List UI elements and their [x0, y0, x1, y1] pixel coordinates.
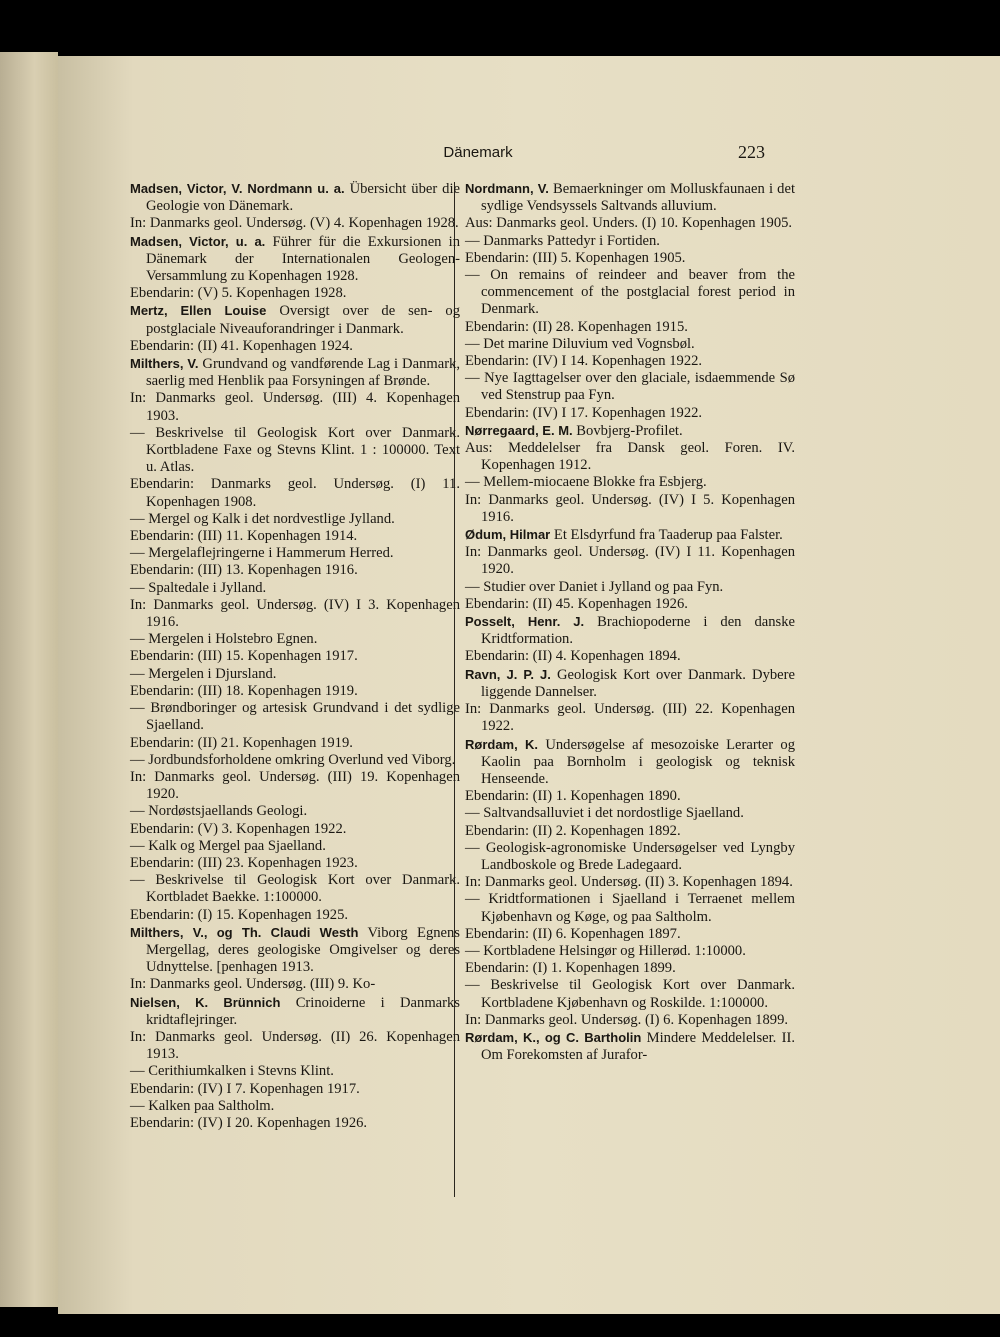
bibliography-entry — [130, 1063, 460, 1097]
entry-title: — Nordøstsjaellands Geologi. — [130, 803, 308, 820]
entry-reference: In: Danmarks geol. Undersøg. (IV) I 3. Kopenhagen 1916. — [130, 596, 460, 631]
bibliography-entry — [465, 526, 795, 579]
entry-reference: Ebendarin: (III) 23. Kopenhagen 1923. — [130, 854, 358, 871]
bibliography-entry — [465, 336, 795, 370]
entry-author: Madsen, Victor, u. a. — [130, 233, 266, 249]
entry-reference: In: Danmarks geol. Undersøg. (III) 4. Kopenhagen 1903. — [130, 390, 460, 424]
entry-reference: Ebendarin: (IV) I 7. Kopenhagen 1917. — [130, 1080, 360, 1097]
bibliography-entry — [465, 180, 795, 233]
left-column — [130, 180, 460, 1132]
bibliography-entry — [130, 233, 460, 303]
previous-page-edge — [0, 52, 58, 1307]
bibliography-entry — [130, 355, 460, 425]
bibliography-entry — [130, 580, 460, 632]
entry-reference: In: Danmarks geol. Undersøg. (V) 4. Kopenhagen 1928. — [130, 215, 459, 232]
entry-reference: Ebendarin: (III) 13. Kopenhagen 1916. — [130, 562, 358, 579]
entry-title: Bemaerkninger om Molluskfaunaen i det sydlige Vendsyssels Saltvands alluvium. — [481, 181, 795, 215]
entry-title: — Nye Iagttagelser over den glaciale, isdaemmende Sø ved Stenstrup paa Fyn. — [465, 370, 795, 404]
entry-title: — Mellem-miocaene Blokke fra Esbjerg. — [465, 474, 707, 491]
entry-reference: Ebendarin: (I) 1. Kopenhagen 1899. — [465, 960, 676, 977]
bibliography-entry — [465, 613, 795, 666]
entry-title: Crinoiderne i Danmarks kridtaflejringer. — [146, 994, 460, 1028]
entry-title: — Geologisk-agronomiske Undersøgelser ved Lyngby Landboskole og Brede Ladegaard. — [465, 839, 795, 873]
book-page — [58, 56, 1000, 1314]
bibliography-entry — [465, 370, 795, 422]
bibliography-entry — [465, 840, 795, 892]
bibliography-entry — [130, 700, 460, 752]
bibliography-entry — [130, 803, 460, 837]
entry-reference: Aus: Meddelelser fra Dansk geol. Foren. IV. Kopenhagen 1912. — [465, 440, 795, 474]
entry-reference: In: Danmarks geol. Undersøg. (IV) I 5. Kopenhagen 1916. — [465, 491, 795, 525]
entry-title: — Studier over Daniet i Jylland og paa Fyn. — [465, 578, 724, 595]
entry-reference: Ebendarin: (I) 15. Kopenhagen 1925. — [130, 906, 349, 923]
bibliography-entry — [465, 943, 795, 977]
entry-reference: In: Danmarks geol. Undersøg. (III) 9. Ko- — [130, 976, 376, 993]
bibliography-entry — [465, 474, 795, 526]
entry-reference: Ebendarin: (II) 41. Kopenhagen 1924. — [130, 337, 353, 354]
entry-title: Grundvand og vandførende Lag i Danmark, saerlig med Henblik paa Forsyningen af Brønde. — [146, 356, 460, 390]
entry-reference: Ebendarin: (III) 5. Kopenhagen 1905. — [465, 249, 686, 266]
bibliography-entry — [465, 977, 795, 1029]
bibliography-entry — [130, 631, 460, 665]
entry-author: Milthers, V., og Th. Claudi Westh — [130, 924, 359, 940]
entry-author: Nielsen, K. Brünnich — [130, 994, 281, 1010]
bibliography-entry — [465, 267, 795, 336]
entry-reference: In: Danmarks geol. Undersøg. (III) 19. Kopenhagen 1920. — [130, 768, 460, 803]
bibliography-entry — [130, 1098, 460, 1132]
entry-title: — Mergelen i Djursland. — [130, 665, 277, 682]
bibliography-entry — [465, 579, 795, 613]
right-column — [465, 180, 795, 1064]
entry-title: Geologisk Kort over Danmark. Dybere liggende Dannelser. — [481, 666, 795, 700]
bibliography-entry — [465, 805, 795, 839]
entry-title: — Kalken paa Saltholm. — [130, 1097, 275, 1114]
entry-author: Nørregaard, E. M. — [465, 422, 573, 438]
entry-reference: In: Danmarks geol. Undersøg. (II) 3. Kopenhagen 1894. — [465, 874, 793, 891]
entry-reference: Ebendarin: (II) 6. Kopenhagen 1897. — [465, 925, 681, 942]
bibliography-entry — [130, 838, 460, 872]
bibliography-entry — [130, 924, 460, 994]
entry-title: — Saltvandsalluviet i det nordostlige Sjaelland. — [465, 805, 744, 822]
entry-title: — Mergel og Kalk i det nordvestlige Jylland. — [130, 510, 395, 527]
entry-reference: Ebendarin: (V) 3. Kopenhagen 1922. — [130, 820, 347, 837]
entry-title: — Kridtformationen i Sjaelland i Terraenet mellem Kjøbenhavn og Køge, og paa Saltholm. — [465, 891, 795, 925]
entry-reference: Ebendarin: (III) 11. Kopenhagen 1914. — [130, 528, 358, 545]
entry-title: Viborg Egnens Mergellag, deres geologiske Omgivelser og deres Udnyttelse. [penhagen 1913. — [146, 924, 460, 976]
entry-title: — Jordbundsforholdene omkring Overlund ved Viborg. — [130, 751, 456, 768]
entry-reference: Ebendarin: (V) 5. Kopenhagen 1928. — [130, 285, 347, 302]
bibliography-entry — [130, 180, 460, 233]
entry-author: Milthers, V. — [130, 356, 199, 372]
entry-reference: Ebendarin: (II) 4. Kopenhagen 1894. — [465, 648, 681, 665]
bibliography-entry — [465, 422, 795, 475]
entry-reference: In: Danmarks geol. Undersøg. (IV) I 11. Kopenhagen 1920. — [465, 544, 795, 578]
entry-title: Mindere Meddelelser. II. Om Forekomsten af Jurafor- — [481, 1029, 795, 1064]
entry-reference: Ebendarin: (IV) I 14. Kopenhagen 1922. — [465, 353, 703, 370]
entry-reference: In: Danmarks geol. Undersøg. (III) 22. Kopenhagen 1922. — [465, 701, 795, 735]
entry-author: Rørdam, K. — [465, 736, 539, 752]
entry-title: — Mergelen i Holstebro Egnen. — [130, 631, 318, 648]
entry-title: Führer für die Exkursionen in Dänemark der Internationalen Geologen-Versammlung zu Kopenhagen 1928. — [146, 233, 460, 285]
entry-author: Ravn, J. P. J. — [465, 666, 551, 682]
entry-title: Undersøgelse af mesozoiske Lerarter og Kaolin paa Bornholm i geologisk og teknisk Henseende. — [481, 736, 795, 787]
entry-author: Madsen, Victor, V. Nordmann u. a. — [130, 181, 345, 196]
bibliography-entry — [130, 872, 460, 924]
entry-author: Rørdam, K., og C. Bartholin — [465, 1029, 642, 1045]
bibliography-entry — [130, 994, 460, 1064]
entry-reference: Ebendarin: (IV) I 20. Kopenhagen 1926. — [130, 1114, 368, 1131]
entry-title: Oversigt over de sen- og postglaciale Niveauforandringer i Danmark. — [146, 303, 460, 337]
entry-title: Brachiopoderne i den danske Kridtformation. — [481, 614, 795, 648]
bibliography-entry — [465, 736, 795, 806]
entry-reference: Ebendarin: (II) 1. Kopenhagen 1890. — [465, 788, 681, 805]
entry-title: — On remains of reindeer and beaver from the commencement of the postglacial forest period in Denmark. — [465, 267, 795, 318]
entry-reference: In: Danmarks geol. Undersøg. (I) 6. Kopenhagen 1899. — [465, 1011, 789, 1028]
entry-reference: Ebendarin: (II) 28. Kopenhagen 1915. — [465, 318, 688, 335]
entry-title: — Mergelaflejringerne i Hammerum Herred. — [130, 545, 394, 562]
entry-title: — Beskrivelse til Geologisk Kort over Danmark. Kortbladene Kjøbenhavn og Roskilde. 1:100000. — [465, 977, 795, 1011]
entry-title: Übersicht über die Geologie von Dänemark. — [146, 181, 461, 215]
entry-title: — Spaltedale i Jylland. — [130, 579, 267, 596]
bibliography-entry — [465, 233, 795, 267]
bibliography-entry — [130, 752, 460, 804]
entry-reference: Ebendarin: (II) 2. Kopenhagen 1892. — [465, 822, 681, 839]
running-head — [58, 144, 1000, 168]
entry-reference: Ebendarin: (III) 18. Kopenhagen 1919. — [130, 682, 358, 699]
entry-reference: Ebendarin: (IV) I 17. Kopenhagen 1922. — [465, 404, 703, 421]
bibliography-entry — [130, 666, 460, 700]
entry-author: Posselt, Henr. J. — [465, 614, 585, 630]
entry-title: Et Elsdyrfund fra Taaderup paa Falster. — [553, 527, 783, 544]
entry-title: — Danmarks Pattedyr i Fortiden. — [465, 232, 660, 249]
entry-title: Bovbjerg-Profilet. — [576, 422, 683, 439]
entry-reference: Ebendarin: (II) 45. Kopenhagen 1926. — [465, 595, 688, 612]
bibliography-entry — [465, 891, 795, 943]
entry-title: — Kortbladene Helsingør og Hillerød. 1:10000. — [465, 942, 746, 959]
bibliography-entry — [465, 1029, 795, 1064]
bibliography-entry — [465, 666, 795, 736]
bibliography-entry — [130, 302, 460, 355]
entry-reference: Ebendarin: Danmarks geol. Undersøg. (I) 11. Kopenhagen 1908. — [130, 476, 460, 510]
bibliography-entry — [130, 425, 460, 511]
entry-title: — Brøndboringer og artesisk Grundvand i det sydlige Sjaelland. — [130, 700, 460, 734]
running-head-title: Dänemark — [443, 144, 513, 161]
page-number: 223 — [738, 142, 765, 162]
entry-author: Ødum, Hilmar — [465, 527, 551, 543]
entry-title: — Beskrivelse til Geologisk Kort over Danmark. Kortbladene Faxe og Stevns Klint. 1 : 100000. Text u. Atlas. — [130, 424, 460, 476]
entry-title: — Det marine Diluvium ved Vognsbøl. — [465, 335, 695, 352]
bibliography-entry — [130, 545, 460, 579]
entry-reference: Ebendarin: (II) 21. Kopenhagen 1919. — [130, 734, 353, 751]
entry-author: Nordmann, V. — [465, 181, 549, 196]
entry-reference: Aus: Danmarks geol. Unders. (I) 10. Kopenhagen 1905. — [465, 215, 793, 232]
entry-title: — Kalk og Mergel paa Sjaelland. — [130, 837, 326, 854]
bibliography-entry — [130, 511, 460, 545]
entry-author: Mertz, Ellen Louise — [130, 303, 267, 319]
entry-reference: In: Danmarks geol. Undersøg. (II) 26. Kopenhagen 1913. — [130, 1028, 460, 1063]
entry-reference: Ebendarin: (III) 15. Kopenhagen 1917. — [130, 648, 358, 665]
entry-title: — Cerithiumkalken i Stevns Klint. — [130, 1063, 334, 1080]
entry-title: — Beskrivelse til Geologisk Kort over Danmark. Kortbladet Baekke. 1:100000. — [130, 872, 460, 906]
